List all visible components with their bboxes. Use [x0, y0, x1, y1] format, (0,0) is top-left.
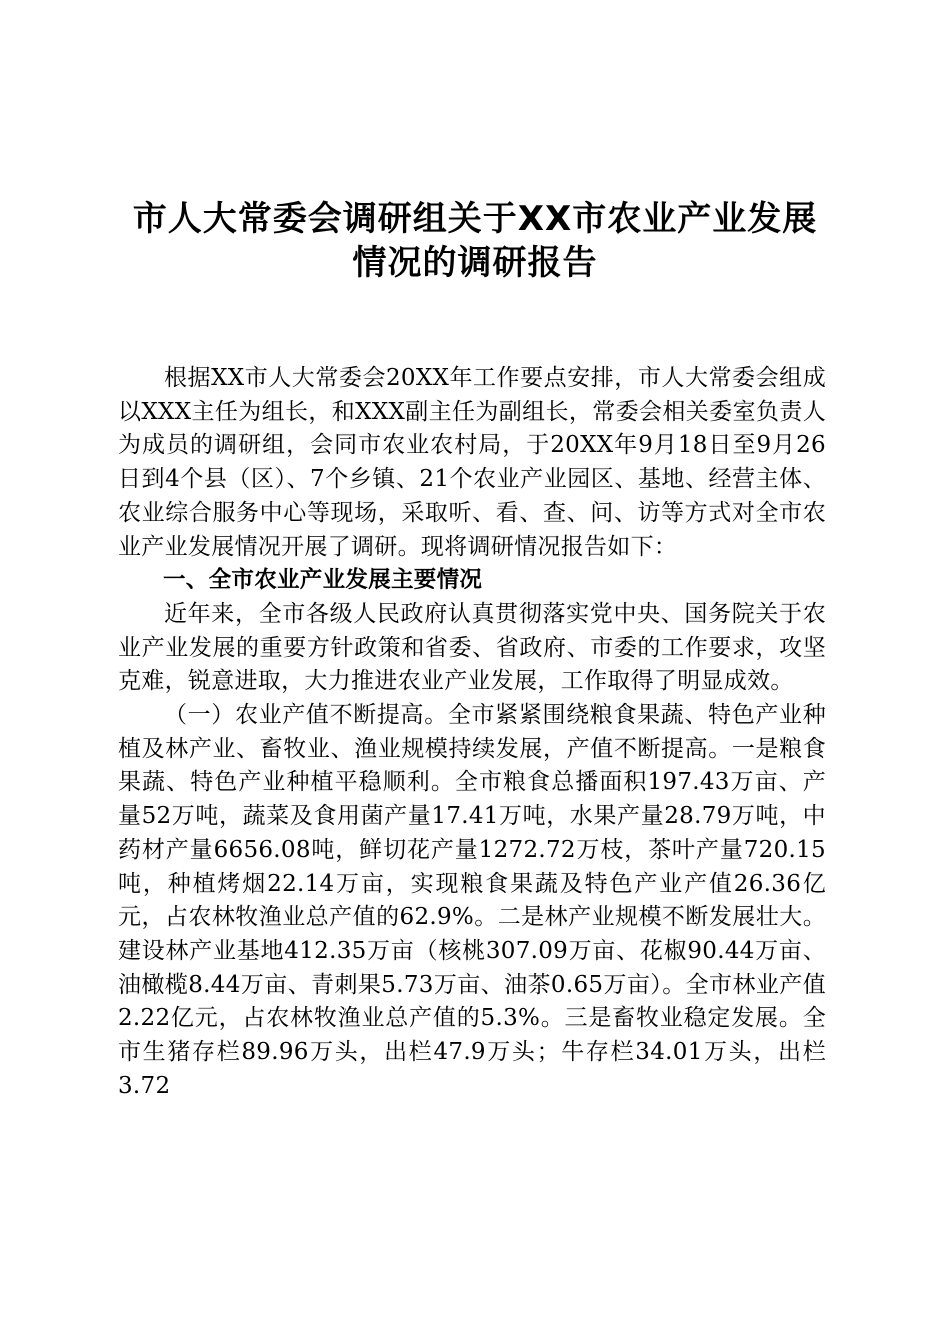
intro-paragraph: 根据XX市人大常委会20XX年工作要点安排，市人大常委会组成以XXX主任为组长，和XXX副主任为副组长，常委会相关委室负责人为成员的调研组，会同市农业农村局，于20XX年9月18日至9月26日到4个县（区）、7个乡镇、21个农业产业园区、基地、经营主体、农业综合服务中心等现场，采取听、看、查、问、访等方式对全市农业产业发展情况开展了调研。现将调研情况报告如下：	[118, 365, 826, 560]
section-heading: 一、全市农业产业发展主要情况	[163, 567, 483, 594]
body-paragraph: 近年来，全市各级人民政府认真贯彻落实党中央、国务院关于农业产业发展的重要方针政策和省委、省政府、市委的工作要求，攻坚克难，锐意进取，大力推进农业产业发展，工作取得了明显成效。	[118, 600, 826, 695]
document-body	[118, 362, 826, 1103]
body-paragraph: （一）农业产值不断提高。全市紧紧围绕粮食果蔬、特色产业种植及林产业、畜牧业、渔业规模持续发展，产值不断提高。一是粮食果蔬、特色产业种植平稳顺利。全市粮食总播面积197.43万亩、产量52万吨，蔬菜及食用菌产量17.41万吨，水果产量28.79万吨，中药材产量6656.08吨，鲜切花产量1272.72万枝，茶叶产量720.15吨，种植烤烟22.14万亩，实现粮食果蔬及特色产业产值26.36亿元，占农林牧渔业总产值的62.9%。二是林产业规模不断发展壮大。建设林产业基地412.35万亩（核桃307.09万亩、花椒90.44万亩、油橄榄8.44万亩、青刺果5.73万亩、油茶0.65万亩）。全市林业产值2.22亿元，占农林牧渔业总产值的5.3%。三是畜牧业稳定发展。全市生猪存栏89.96万头，出栏47.9万头；牛存栏34.01万头，出栏3.72	[118, 702, 826, 1099]
document-title-line-2: 情况的调研报告	[352, 243, 598, 283]
document-title-line-1: 市人大常委会调研组关于XX市农业产业发展	[132, 199, 818, 239]
